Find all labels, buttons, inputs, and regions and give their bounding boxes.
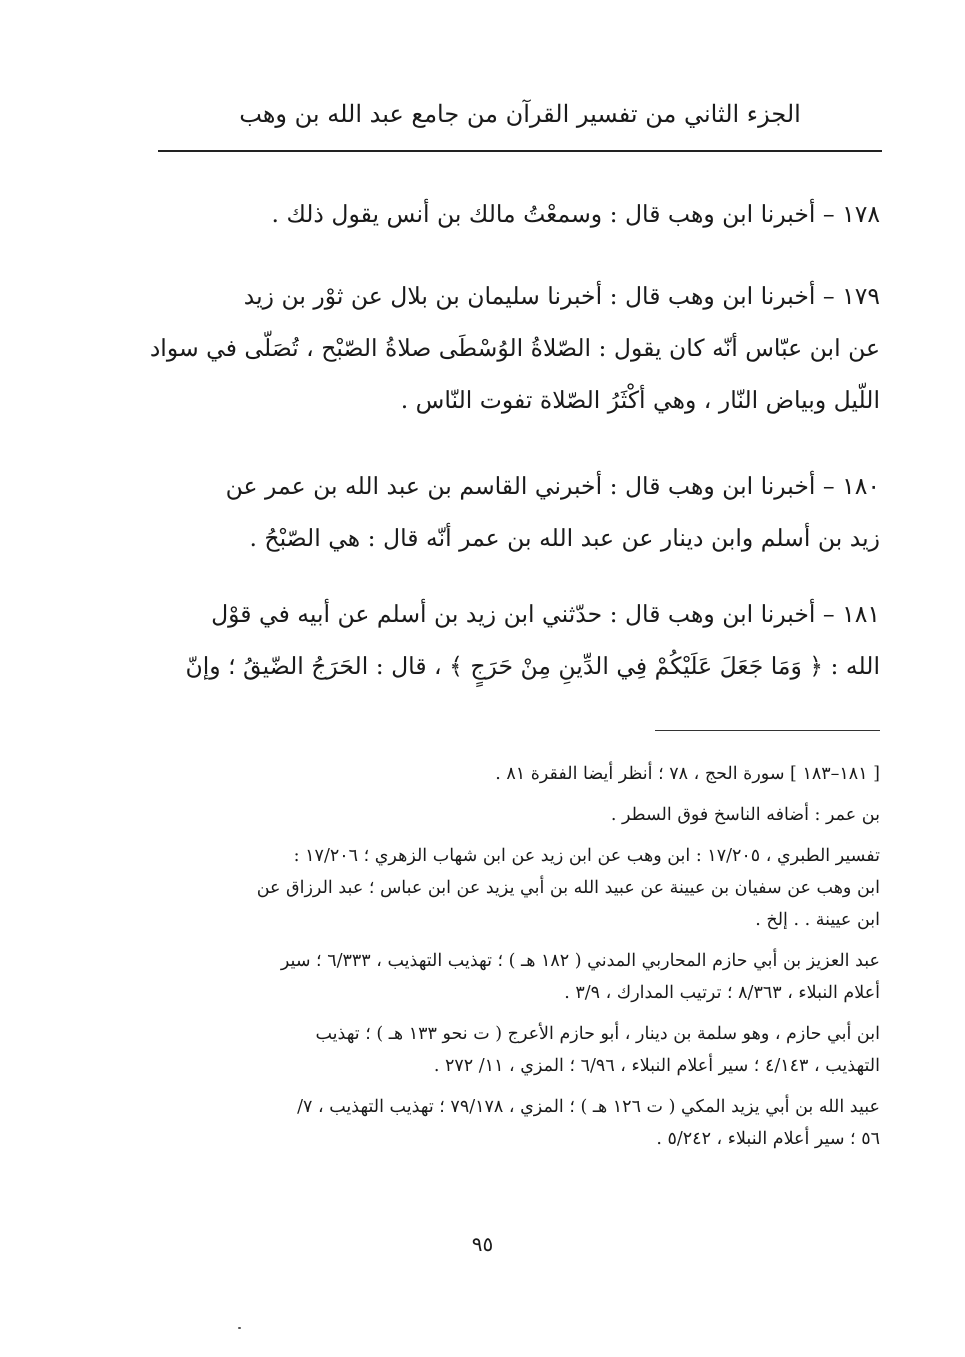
text-line: اللّيل وبياض النّار ، وهي أكْثَرُ الصّلاة تفوت النّاس . (400, 386, 880, 414)
footnote-line: عبيد الله بن أبي يزيد المكي ( ت ١٢٦ هـ ) ؛ المزي ، ٧٩/١٧٨ ؛ تهذيب التهذيب ، ٧/ (297, 1097, 880, 1117)
text-line: ١٧٨ – أخبرنا ابن وهب قال : وسمعْتُ مالك بن أنس يقول ذلك . (271, 200, 880, 228)
paragraph-179 (150, 270, 880, 426)
text-line: ١٧٩ – أخبرنا ابن وهب قال : أخبرنا سليمان بن بلال عن ثوْر بن زيد (243, 282, 880, 310)
footnote (155, 1091, 880, 1155)
running-header: الجزء الثاني من تفسير القرآن من جامع عبد الله بن وهب (239, 100, 801, 128)
paragraph-178 (150, 188, 880, 240)
scan-speck (238, 1327, 241, 1329)
footnote (155, 945, 880, 1009)
text-line: الله : ﴿ وَمَا جَعَلَ عَلَيْكُمْ فِي الدِّينِ مِنْ حَرَجٍ ﴾ ، قال : الحَرَجُ الضّيقُ ؛ وإنّ (185, 652, 880, 680)
header-divider (158, 150, 882, 152)
footnote-line: ابن أبي حازم ، وهو سلمة بن دينار ، أبو حازم الأعرج ( ت نحو ١٣٣ هـ ) ؛ تهذيب (315, 1024, 880, 1044)
footnote-line: [ ١٨١–١٨٣ ] سورة الحج ، ٧٨ ؛ أنظر أيضا الفقرة ٨١ . (495, 764, 880, 784)
footnote-line: تفسير الطبري ، ١٧/٢٠٥ : ابن وهب عن ابن زيد عن ابن شهاب الزهري ؛ ١٧/٢٠٦ : (293, 846, 880, 866)
footnote (155, 1018, 880, 1082)
text-line: ١٨٠ – أخبرنا ابن وهب قال : أخبرني القاسم بن عبد الله بن عمر عن (225, 472, 880, 500)
footnote (155, 799, 880, 831)
page-number: ٩٥ (471, 1232, 494, 1256)
footnote-line: بن عمر : أضافه الناسخ فوق السطر . (610, 805, 880, 825)
footnote-line: ٥٦ ؛ سير أعلام النبلاء ، ٥/٢٤٢ . (656, 1129, 880, 1149)
paragraph-180 (150, 460, 880, 564)
footnote-line: التهذيب ، ٤/١٤٣ ؛ سير أعلام النبلاء ، ٦/٩٦ ؛ المزي ، ١١/ ٢٧٢ . (433, 1056, 880, 1076)
footnote-line: عبد العزيز بن أبي حازم المحاربي المدني ( ١٨٢ هـ ) ؛ تهذيب التهذيب ، ٦/٣٣٣ ؛ سير (280, 951, 880, 971)
footnotes (155, 758, 880, 1164)
text-line: زيد بن أسلم وابن دينار عن عبد الله بن عمر أنّه قال : هي الصّبْحُ . (249, 524, 880, 552)
footnote (155, 840, 880, 936)
footnote-divider (655, 730, 880, 731)
paragraph-181 (150, 588, 880, 692)
footnote-line: أعلام النبلاء ، ٨/٣٦٣ ؛ ترتيب المدارك ، ٣/٩ . (564, 983, 880, 1003)
footnote-line: ابن وهب عن سفيان بن عيينة عن عبيد الله بن أبي يزيد عن ابن عباس ؛ عبد الرزاق عن (256, 878, 880, 898)
text-line: عن ابن عبّاس أنّه كان يقول : الصّلاةُ الوُسْطَى صلاةُ الصّبْح ، تُصَلّى في سواد (150, 334, 880, 362)
footnote-line: ابن عيينة . . إلخ . (755, 910, 880, 930)
footnote (155, 758, 880, 790)
text-line: ١٨١ – أخبرنا ابن وهب قال : حدّثني ابن زيد بن أسلم عن أبيه في قوْل (211, 600, 880, 628)
